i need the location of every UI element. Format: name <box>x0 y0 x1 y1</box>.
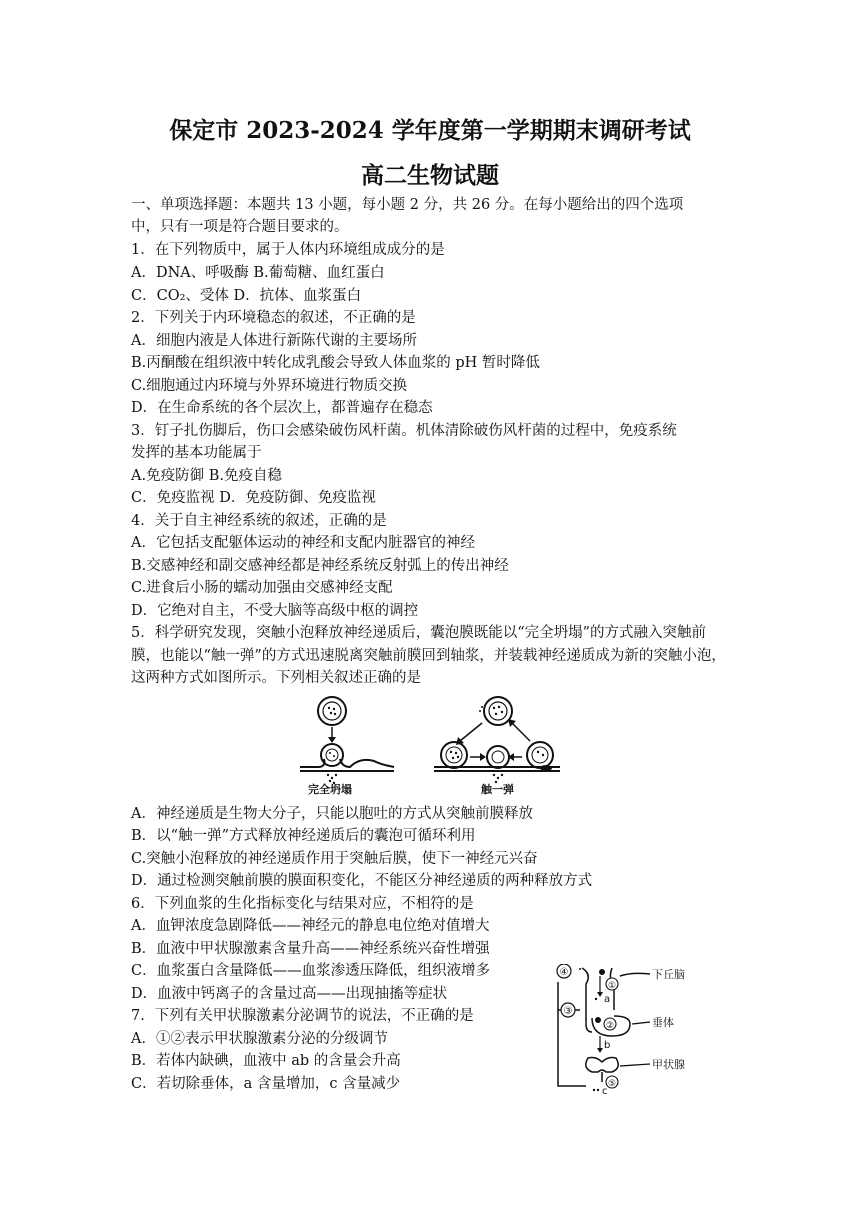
thyroid-label: 甲状腺 <box>652 1058 685 1071</box>
text-line: B．血液中甲状腺激素含量升高——神经系统兴奋性增强 <box>131 941 490 957</box>
text-line: A．血钾浓度急剧降低——神经元的静息电位绝对值增大 <box>131 918 490 934</box>
text-line: A．①②表示甲状腺激素分泌的分级调节 <box>131 1031 388 1047</box>
text-line: B.交感神经和副交感神经都是神经系统反射弧上的传出神经 <box>131 558 509 574</box>
text-line: A．神经递质是生物大分子，只能以胞吐的方式从突触前膜释放 <box>131 806 533 822</box>
thyroid-regulation-figure <box>552 964 732 1096</box>
text-line: B.丙酮酸在组织液中转化成乳酸会导致人体血浆的 pH 暂时降低 <box>131 355 540 371</box>
label-a: a <box>604 994 611 1005</box>
text-line: A．它包括支配躯体运动的神经和支配内脏器官的神经 <box>131 535 475 551</box>
text-line: 膜，也能以“触一弹”的方式迅速脱离突触前膜回到轴浆，并装载神经递质成为新的突触小泡， <box>131 648 726 664</box>
text-line: C．血浆蛋白含量降低——血浆渗透压降低，组织液增多 <box>131 963 491 979</box>
label-3: ③ <box>563 1006 573 1017</box>
text-line: B．以“触一弹”方式释放神经递质后的囊泡可循环利用 <box>131 828 476 844</box>
text-line: C.突触小泡释放的神经递质作用于突触后膜，使下一神经元兴奋 <box>131 851 538 867</box>
hypothalamus-label: 下丘脑 <box>652 968 685 981</box>
text-line: C．CO₂、受体 D．抗体、血浆蛋白 <box>131 288 362 304</box>
kiss-and-run-panel <box>434 697 560 795</box>
text-line: B．若体内缺碘，血液中 ab 的含量会升高 <box>131 1053 401 1069</box>
label-2: ② <box>605 1021 615 1031</box>
text-line: 一、单项选择题：本题共 13 小题，每小题 2 分，共 26 分。在每小题给出的四个选项 <box>131 197 684 213</box>
paper-title: 保定市 2023-2024 学年度第一学期期末调研考试 <box>169 117 691 144</box>
full-collapse-panel <box>300 697 394 795</box>
text-line: 5．科学研究发现，突触小泡释放神经递质后，囊泡膜既能以“完全坍塌”的方式融入突触前 <box>131 625 707 641</box>
label-4: ④ <box>559 967 569 978</box>
kiss-and-run-label: 触一弹 <box>481 783 514 795</box>
text-line: D．通过检测突触前膜的膜面积变化，不能区分神经递质的两种释放方式 <box>131 873 593 889</box>
text-line: 4．关于自主神经系统的叙述，正确的是 <box>131 513 387 529</box>
paper-subtitle: 高二生物试题 <box>361 162 499 189</box>
pituitary-label: 垂体 <box>652 1016 674 1029</box>
text-line: D．血液中钙离子的含量过高——出现抽搐等症状 <box>131 986 448 1002</box>
text-line: 这两种方式如图所示。下列相关叙述正确的是 <box>131 670 421 686</box>
text-line: A．细胞内液是人体进行新陈代谢的主要场所 <box>131 333 417 349</box>
text-line: 1．在下列物质中，属于人体内环境组成成分的是 <box>131 242 445 258</box>
text-line: A.免疫防御 B.免疫自稳 <box>131 468 282 484</box>
text-line: C．若切除垂体，a 含量增加，c 含量减少 <box>131 1076 401 1092</box>
text-line: 7．下列有关甲状腺激素分泌调节的说法，不正确的是 <box>131 1008 474 1024</box>
text-line: A．DNA、呼吸酶 B.葡萄糖、血红蛋白 <box>131 265 385 281</box>
label-5: ⑤ <box>607 1079 617 1089</box>
text-line: 2．下列关于内环境稳态的叙述，不正确的是 <box>131 310 416 326</box>
text-line: D．在生命系统的各个层次上，都普遍存在稳态 <box>131 400 433 416</box>
text-line: 6．下列血浆的生化指标变化与结果对应，不相符的是 <box>131 896 474 912</box>
full-collapse-label: 完全坍塌 <box>308 783 352 795</box>
text-line: C.进食后小肠的蠕动加强由交感神经支配 <box>131 580 393 596</box>
text-line: 发挥的基本功能属于 <box>131 445 262 461</box>
vesicle-release-figure <box>298 695 608 795</box>
label-1: ① <box>607 981 617 991</box>
text-line: D．它绝对自主，不受大脑等高级中枢的调控 <box>131 603 419 619</box>
text-line: 3．钉子扎伤脚后，伤口会感染破伤风杆菌。机体清除破伤风杆菌的过程中，免疫系统 <box>131 423 677 439</box>
text-line: 中，只有一项是符合题目要求的。 <box>131 219 349 235</box>
text-line: C．免疫监视 D．免疫防御、免疫监视 <box>131 490 376 506</box>
label-c: c <box>602 1086 608 1096</box>
label-b: b <box>604 1040 611 1051</box>
text-line: C.细胞通过内环境与外界环境进行物质交换 <box>131 378 408 394</box>
